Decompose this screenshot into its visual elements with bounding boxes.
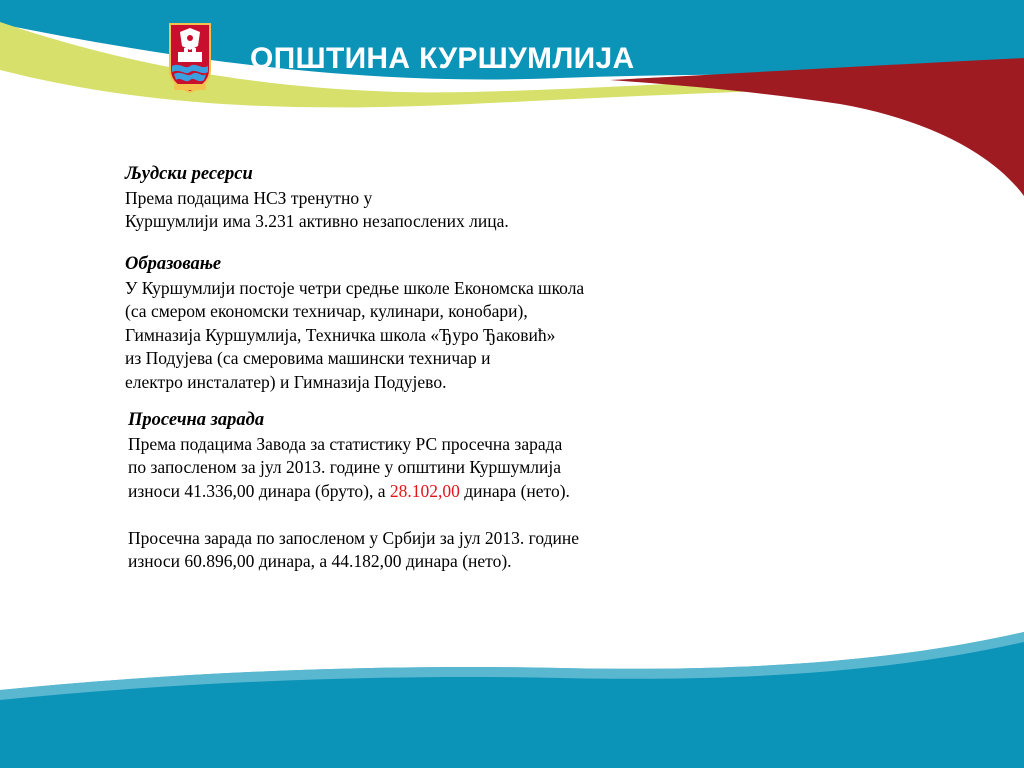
human-resources-line: Куршумлији има 3.231 активно незапослених лица. — [125, 211, 509, 231]
education-section — [125, 253, 584, 394]
salary-line-gross-net — [128, 480, 579, 504]
spacer — [128, 503, 579, 527]
page-title: ОПШТИНА КУРШУМЛИЈА — [250, 42, 635, 75]
bottom-teal-band — [0, 632, 1024, 768]
human-resources-section — [125, 163, 509, 234]
salary-line: по запосленом за јул 2013. године у општини Куршумлија — [128, 457, 561, 477]
human-resources-line: Према подацима НСЗ тренутно у — [125, 187, 373, 208]
education-line: Гимназија Куршумлија, Техничка школа «Ђуро Ђаковић» — [125, 324, 556, 345]
salary-line: Према подацима Завода за статистику РС просечна зарада — [128, 433, 563, 454]
municipality-crest-icon — [166, 20, 214, 96]
education-heading: Образовање — [125, 254, 222, 274]
salary-net-suffix: динара (нето). — [459, 480, 570, 501]
education-line: електро инсталатер) и Гимназија Подујево. — [125, 371, 447, 392]
salary-heading: Просечна зарада — [128, 410, 265, 430]
serbia-salary-line: Просечна зарада по запосленом у Србији за јул 2013. године — [128, 527, 579, 548]
salary-section — [128, 409, 579, 574]
salary-gross-text: износи 41.336,00 динара (бруто), а — [128, 480, 390, 501]
salary-net-highlight: 28.102,00 — [389, 480, 460, 501]
education-line: (са смером економски техничар, кулинари, конобари), — [125, 301, 528, 321]
human-resources-heading: Људски ресерси — [125, 164, 253, 184]
education-line: У Куршумлији постоје четри средње школе Економска школа — [125, 277, 585, 298]
education-line: из Подујева (са смеровима машински техничар и — [125, 348, 491, 368]
serbia-salary-line: износи 60.896,00 динара, а 44.182,00 динара (нето). — [128, 551, 512, 571]
